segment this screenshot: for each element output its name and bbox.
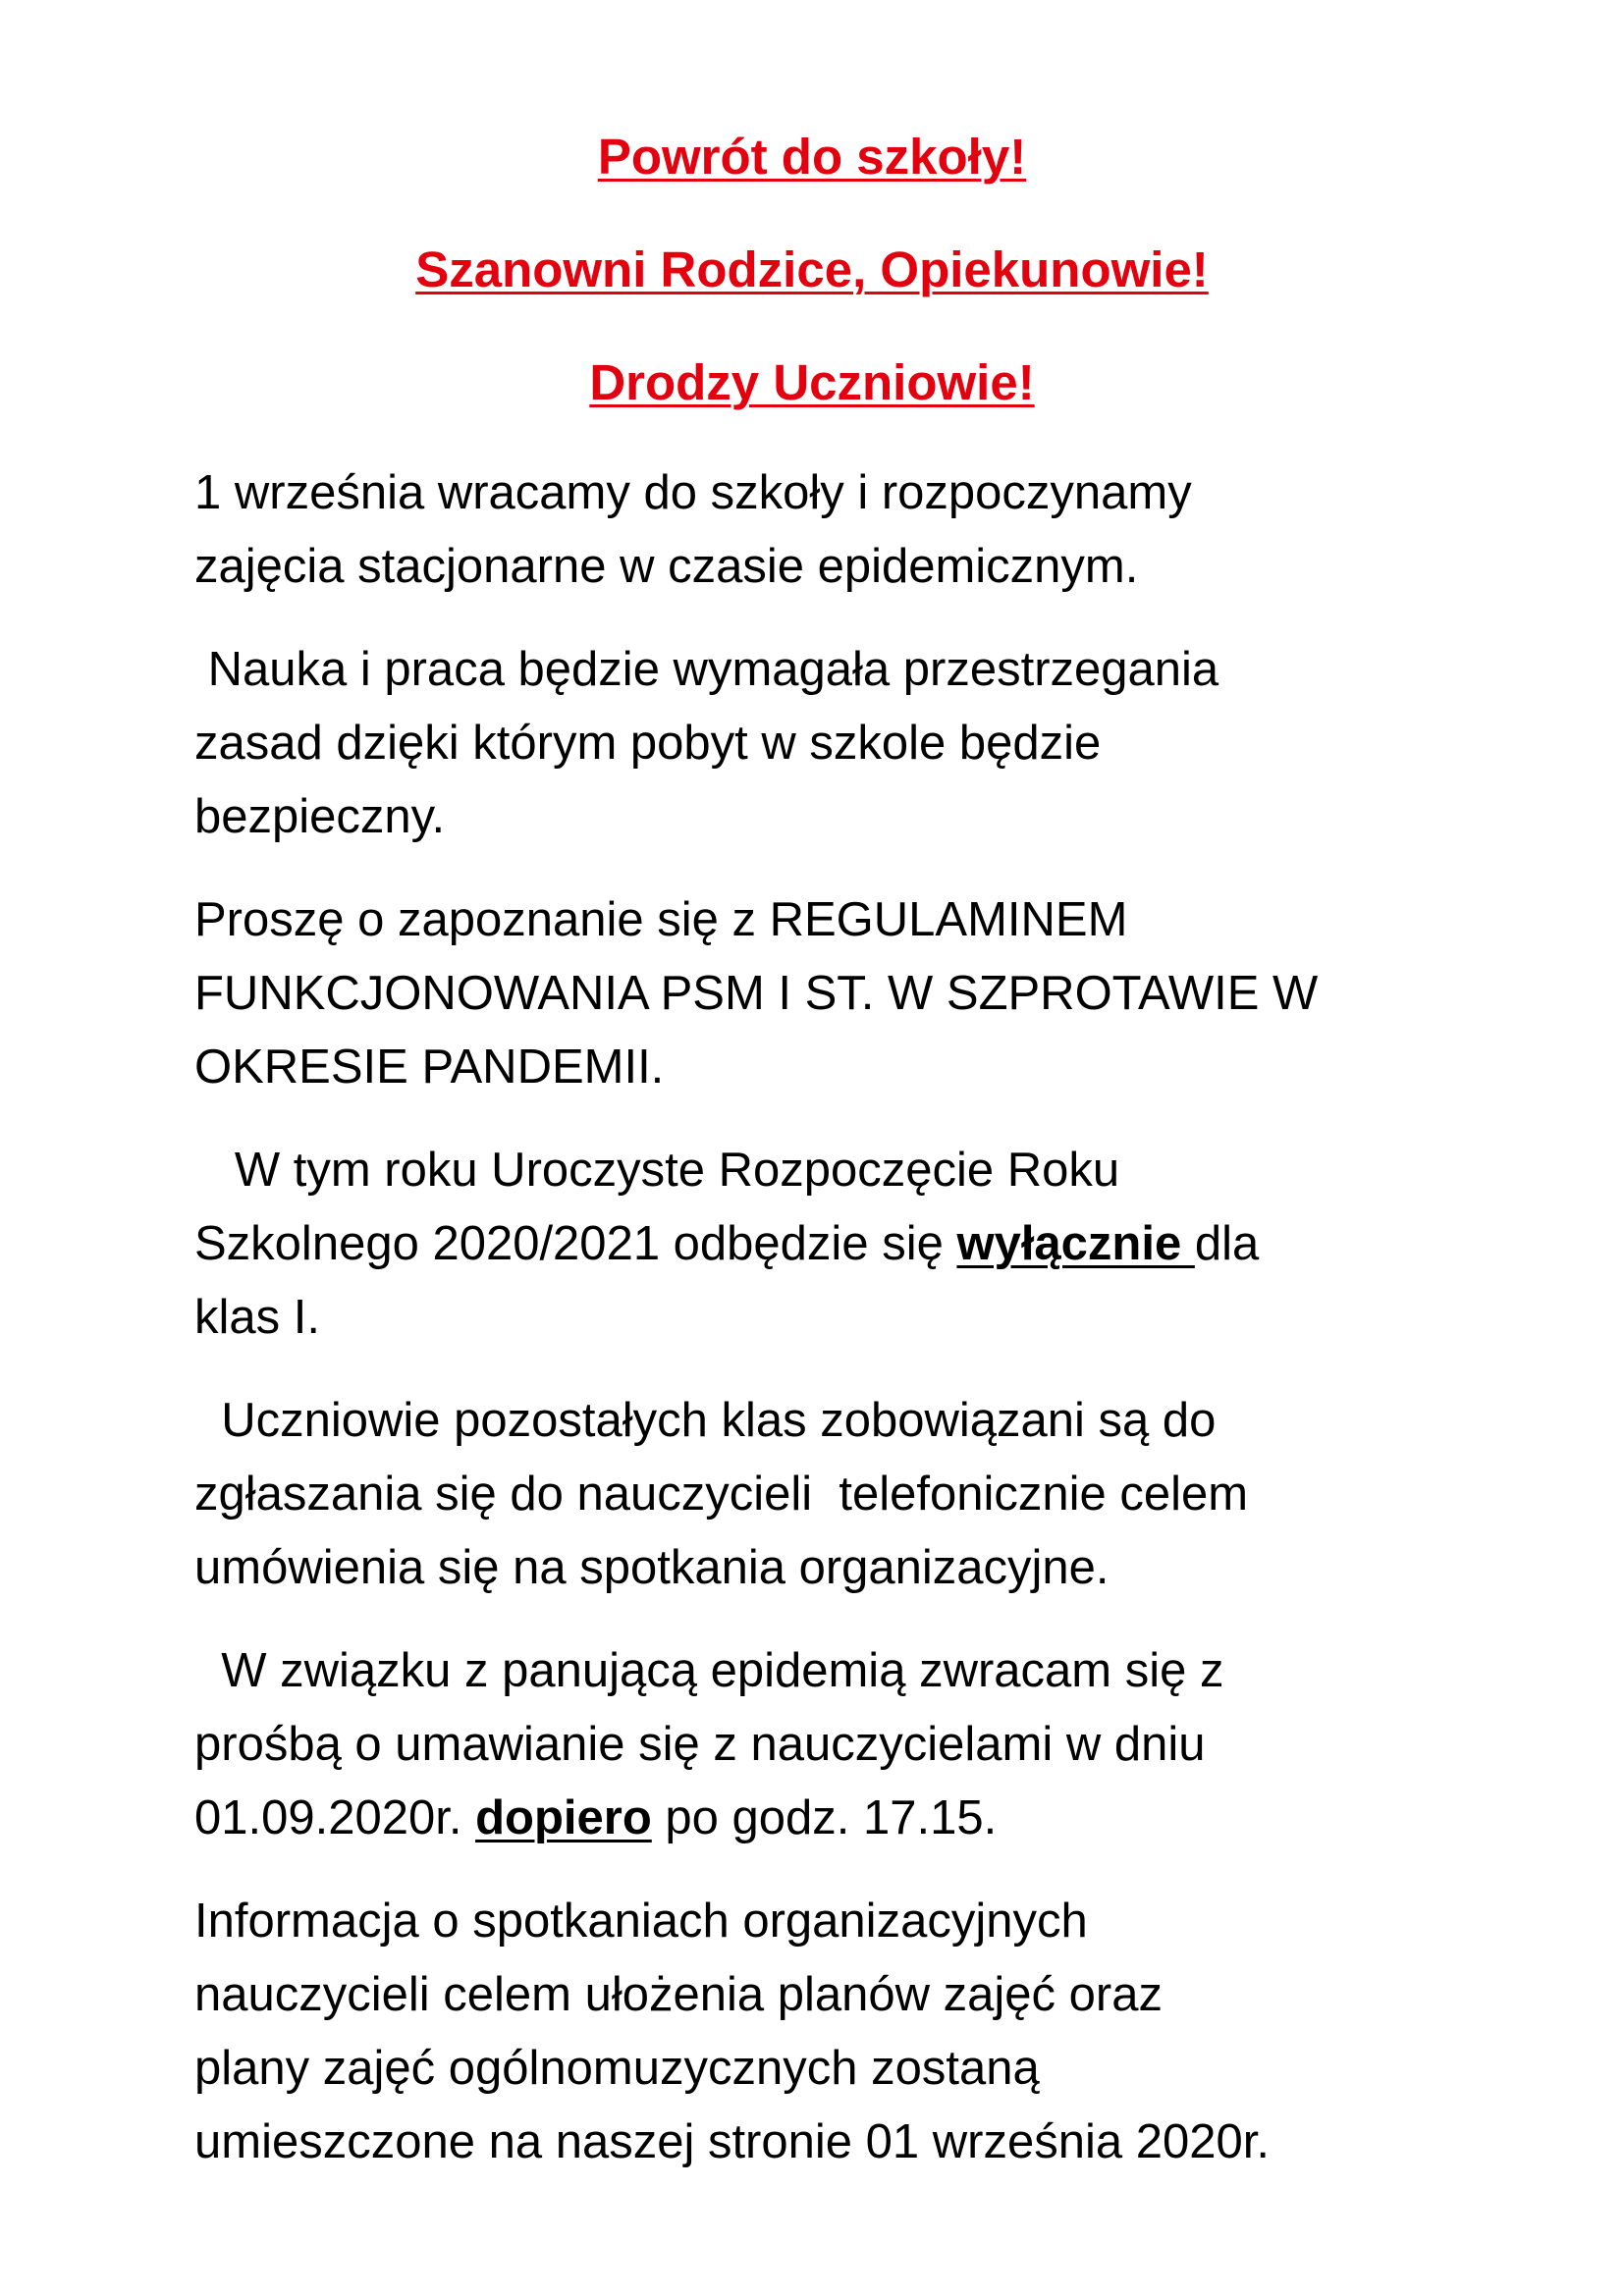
- heading-back-to-school: Powrót do szkoły!: [597, 129, 1027, 185]
- paragraph-line: plany zajęć ogólnomuzycznych zostaną: [194, 2042, 1040, 2095]
- text-segment: po godz. 17.15.: [651, 1791, 998, 1844]
- paragraph-line: prośbą o umawianie się z nauczycielami w dniu: [194, 1718, 1206, 1771]
- paragraph-line: umieszczone na naszej stronie 01 września 2020r.: [194, 2115, 1270, 2168]
- paragraph-line: Informacja o spotkaniach organizacyjnych: [194, 1895, 1088, 1948]
- paragraph-line: 1 września wracamy do szkoły i rozpoczynamy: [194, 466, 1192, 519]
- paragraph-line: umówienia się na spotkania organizacyjne.: [194, 1541, 1110, 1594]
- paragraph-line: Nauka i praca będzie wymagała przestrzegania: [194, 643, 1219, 696]
- paragraph-school-start: [194, 456, 1461, 604]
- text-segment: 01.09.2020r.: [194, 1791, 476, 1844]
- paragraph-line: klas I.: [194, 1291, 320, 1344]
- paragraph-appointments: [194, 1634, 1461, 1855]
- heading-dear-students: Drodzy Uczniowie!: [589, 354, 1035, 410]
- paragraph-line: Proszę o zapoznanie się z REGULAMINEM: [194, 893, 1128, 946]
- paragraph-line: W tym roku Uroczyste Rozpoczęcie Roku: [194, 1144, 1120, 1197]
- paragraph-line: zajęcia stacjonarne w czasie epidemicznym.: [194, 540, 1139, 593]
- emphasis-only-after: dopiero: [475, 1791, 652, 1844]
- paragraph-line: zasad dzięki którym pobyt w szkole będzie: [194, 717, 1102, 770]
- paragraph-schedule-info: [194, 1885, 1461, 2179]
- paragraph-ceremony: [194, 1134, 1461, 1355]
- paragraph-line: nauczycieli celem ułożenia planów zajęć oraz: [194, 1968, 1163, 2021]
- paragraph-line: bezpieczny.: [194, 790, 446, 843]
- paragraph-other-classes: [194, 1384, 1461, 1605]
- paragraph-line: [194, 1782, 1461, 1855]
- paragraph-safety-rules: [194, 633, 1461, 854]
- heading-dear-parents: Szanowni Rodzice, Opiekunowie!: [415, 241, 1209, 297]
- paragraph-line: Uczniowie pozostałych klas zobowiązani są do: [194, 1394, 1217, 1447]
- emphasis-exclusively: wyłącznie: [956, 1217, 1195, 1270]
- paragraph-line: OKRESIE PANDEMII.: [194, 1041, 665, 1094]
- paragraph-regulations: [194, 883, 1461, 1104]
- text-segment: dla: [1194, 1217, 1260, 1270]
- paragraph-line: FUNKCJONOWANIA PSM I ST. W SZPROTAWIE W: [194, 967, 1319, 1020]
- paragraph-line: [194, 1207, 1461, 1281]
- paragraph-line: W związku z panującą epidemią zwracam się z: [194, 1644, 1224, 1697]
- paragraph-line: zgłaszania się do nauczycieli telefonicznie celem: [194, 1468, 1249, 1521]
- text-segment: Szkolnego 2020/2021 odbędzie się: [194, 1217, 957, 1270]
